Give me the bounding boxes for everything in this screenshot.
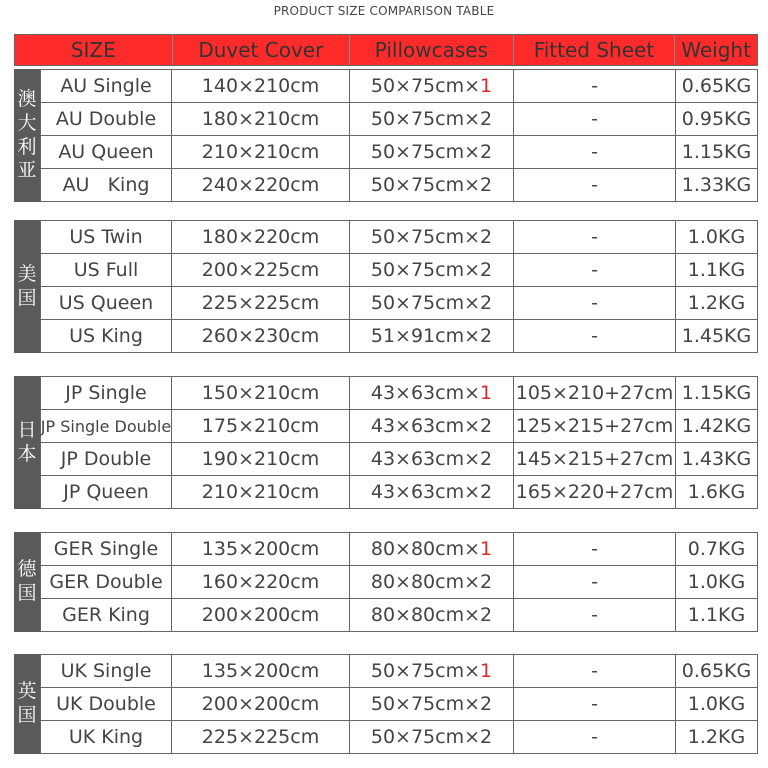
duvet-cover-cell: 210×210cm bbox=[172, 476, 350, 508]
region-rows bbox=[40, 220, 758, 353]
region-label: 美 国 bbox=[14, 220, 40, 353]
fitted-sheet-cell: 125×215+27cm bbox=[514, 410, 676, 442]
table-row bbox=[40, 688, 758, 721]
pillowcases-cell bbox=[350, 254, 514, 286]
pillowcase-size: 80×80cm× bbox=[370, 538, 481, 560]
fitted-sheet-cell: - bbox=[514, 655, 676, 687]
pillowcase-quantity: 2 bbox=[480, 226, 493, 248]
size-cell: GER Double bbox=[40, 566, 172, 598]
pillowcase-quantity: 1 bbox=[480, 382, 493, 404]
pillowcase-size: 43×63cm× bbox=[370, 415, 481, 437]
pillowcase-quantity: 2 bbox=[480, 726, 493, 748]
region-rows bbox=[40, 376, 758, 509]
duvet-cover-cell: 225×225cm bbox=[172, 287, 350, 319]
table-row bbox=[40, 320, 758, 353]
weight-cell: 1.2KG bbox=[676, 721, 758, 753]
pillowcases-cell bbox=[350, 566, 514, 598]
page-title: PRODUCT SIZE COMPARISON TABLE bbox=[273, 4, 495, 18]
table-row bbox=[40, 599, 758, 632]
table-row bbox=[40, 169, 758, 202]
pillowcases-cell bbox=[350, 410, 514, 442]
weight-cell: 1.1KG bbox=[676, 254, 758, 286]
pillowcase-size: 43×63cm× bbox=[370, 382, 481, 404]
region-label: 英 国 bbox=[14, 654, 40, 754]
region-group bbox=[14, 532, 758, 632]
table-row bbox=[40, 136, 758, 169]
duvet-cover-cell: 150×210cm bbox=[172, 377, 350, 409]
table-row bbox=[40, 410, 758, 443]
table-row bbox=[40, 476, 758, 509]
pillowcases-cell bbox=[350, 103, 514, 135]
size-cell: JP Single bbox=[40, 377, 172, 409]
weight-cell: 0.7KG bbox=[676, 533, 758, 565]
pillowcase-size: 50×75cm× bbox=[370, 693, 481, 715]
duvet-cover-cell: 175×210cm bbox=[172, 410, 350, 442]
weight-cell: 1.0KG bbox=[676, 688, 758, 720]
fitted-sheet-cell: 165×220+27cm bbox=[514, 476, 676, 508]
pillowcase-size: 50×75cm× bbox=[370, 174, 481, 196]
region-label: 日 本 bbox=[14, 376, 40, 509]
pillowcase-size: 50×75cm× bbox=[370, 141, 481, 163]
pillowcases-cell bbox=[350, 533, 514, 565]
pillowcases-cell bbox=[350, 136, 514, 168]
pillowcases-cell bbox=[350, 688, 514, 720]
header-size: SIZE bbox=[15, 35, 173, 65]
region-label: 德 国 bbox=[14, 532, 40, 632]
pillowcase-quantity: 2 bbox=[480, 292, 493, 314]
pillowcase-size: 50×75cm× bbox=[370, 726, 481, 748]
duvet-cover-cell: 210×210cm bbox=[172, 136, 350, 168]
header-fitted-sheet: Fitted Sheet bbox=[514, 35, 676, 65]
pillowcases-cell bbox=[350, 377, 514, 409]
table-row bbox=[40, 103, 758, 136]
table-row bbox=[40, 221, 758, 254]
header-duvet-cover: Duvet Cover bbox=[173, 35, 351, 65]
pillowcase-size: 50×75cm× bbox=[370, 75, 481, 97]
pillowcase-size: 50×75cm× bbox=[370, 292, 481, 314]
duvet-cover-cell: 200×200cm bbox=[172, 688, 350, 720]
size-cell: UK Double bbox=[40, 688, 172, 720]
table-row bbox=[40, 566, 758, 599]
weight-cell: 0.95KG bbox=[676, 103, 758, 135]
weight-cell: 1.0KG bbox=[676, 221, 758, 253]
table-row bbox=[40, 443, 758, 476]
fitted-sheet-cell: - bbox=[514, 533, 676, 565]
fitted-sheet-cell: - bbox=[514, 103, 676, 135]
duvet-cover-cell: 225×225cm bbox=[172, 721, 350, 753]
size-cell: AU Single bbox=[40, 70, 172, 102]
pillowcase-quantity: 2 bbox=[480, 693, 493, 715]
duvet-cover-cell: 135×200cm bbox=[172, 655, 350, 687]
pillowcases-cell bbox=[350, 476, 514, 508]
region-group bbox=[14, 376, 758, 509]
pillowcases-cell bbox=[350, 287, 514, 319]
duvet-cover-cell: 180×210cm bbox=[172, 103, 350, 135]
pillowcase-quantity: 2 bbox=[480, 481, 493, 503]
pillowcase-quantity: 2 bbox=[480, 141, 493, 163]
duvet-cover-cell: 240×220cm bbox=[172, 169, 350, 201]
fitted-sheet-cell: 105×210+27cm bbox=[514, 377, 676, 409]
pillowcase-quantity: 1 bbox=[480, 660, 493, 682]
fitted-sheet-cell: - bbox=[514, 599, 676, 631]
pillowcase-size: 50×75cm× bbox=[370, 660, 481, 682]
pillowcase-size: 50×75cm× bbox=[370, 108, 481, 130]
duvet-cover-cell: 190×210cm bbox=[172, 443, 350, 475]
region-label: 澳 大 利 亚 bbox=[14, 69, 40, 202]
table-row bbox=[40, 533, 758, 566]
region-group bbox=[14, 220, 758, 353]
duvet-cover-cell: 260×230cm bbox=[172, 320, 350, 352]
pillowcase-size: 51×91cm× bbox=[370, 325, 481, 347]
region-rows bbox=[40, 69, 758, 202]
weight-cell: 0.65KG bbox=[676, 655, 758, 687]
pillowcase-size: 50×75cm× bbox=[370, 226, 481, 248]
size-cell: US Twin bbox=[40, 221, 172, 253]
pillowcase-size: 50×75cm× bbox=[370, 259, 481, 281]
weight-cell: 1.33KG bbox=[676, 169, 758, 201]
weight-cell: 1.1KG bbox=[676, 599, 758, 631]
region-group bbox=[14, 69, 758, 202]
duvet-cover-cell: 200×200cm bbox=[172, 599, 350, 631]
size-cell: GER King bbox=[40, 599, 172, 631]
size-cell: US King bbox=[40, 320, 172, 352]
size-cell: AU Queen bbox=[40, 136, 172, 168]
duvet-cover-cell: 135×200cm bbox=[172, 533, 350, 565]
pillowcases-cell bbox=[350, 320, 514, 352]
size-cell: JP Double bbox=[40, 443, 172, 475]
pillowcase-quantity: 2 bbox=[480, 448, 493, 470]
pillowcases-cell bbox=[350, 443, 514, 475]
table-row bbox=[40, 70, 758, 103]
fitted-sheet-cell: - bbox=[514, 566, 676, 598]
header-weight: Weight bbox=[675, 35, 757, 65]
weight-cell: 1.6KG bbox=[676, 476, 758, 508]
pillowcase-quantity: 2 bbox=[480, 108, 493, 130]
pillowcases-cell bbox=[350, 70, 514, 102]
table-row bbox=[40, 287, 758, 320]
region-rows bbox=[40, 654, 758, 754]
pillowcases-cell bbox=[350, 221, 514, 253]
pillowcase-quantity: 1 bbox=[480, 538, 493, 560]
pillowcases-cell bbox=[350, 599, 514, 631]
table-header bbox=[14, 34, 758, 66]
fitted-sheet-cell: - bbox=[514, 70, 676, 102]
weight-cell: 0.65KG bbox=[676, 70, 758, 102]
weight-cell: 1.45KG bbox=[676, 320, 758, 352]
fitted-sheet-cell: - bbox=[514, 320, 676, 352]
weight-cell: 1.15KG bbox=[676, 377, 758, 409]
region-group bbox=[14, 654, 758, 754]
size-cell: JP Single Double bbox=[40, 410, 172, 442]
size-cell: GER Single bbox=[40, 533, 172, 565]
pillowcase-quantity: 2 bbox=[480, 415, 493, 437]
weight-cell: 1.15KG bbox=[676, 136, 758, 168]
table-row bbox=[40, 721, 758, 754]
fitted-sheet-cell: - bbox=[514, 221, 676, 253]
size-cell: UK King bbox=[40, 721, 172, 753]
fitted-sheet-cell: - bbox=[514, 688, 676, 720]
size-cell: AU King bbox=[40, 169, 172, 201]
size-cell: US Full bbox=[40, 254, 172, 286]
duvet-cover-cell: 160×220cm bbox=[172, 566, 350, 598]
region-rows bbox=[40, 532, 758, 632]
pillowcases-cell bbox=[350, 655, 514, 687]
size-cell: JP Queen bbox=[40, 476, 172, 508]
weight-cell: 1.0KG bbox=[676, 566, 758, 598]
fitted-sheet-cell: - bbox=[514, 287, 676, 319]
weight-cell: 1.43KG bbox=[676, 443, 758, 475]
weight-cell: 1.2KG bbox=[676, 287, 758, 319]
size-cell: AU Double bbox=[40, 103, 172, 135]
pillowcases-cell bbox=[350, 721, 514, 753]
pillowcase-quantity: 2 bbox=[480, 259, 493, 281]
header-pillowcases: Pillowcases bbox=[350, 35, 514, 65]
table-row bbox=[40, 655, 758, 688]
duvet-cover-cell: 200×225cm bbox=[172, 254, 350, 286]
pillowcases-cell bbox=[350, 169, 514, 201]
pillowcase-quantity: 2 bbox=[480, 174, 493, 196]
fitted-sheet-cell: - bbox=[514, 136, 676, 168]
table-row bbox=[40, 254, 758, 287]
size-cell: US Queen bbox=[40, 287, 172, 319]
fitted-sheet-cell: - bbox=[514, 721, 676, 753]
pillowcase-quantity: 2 bbox=[480, 571, 493, 593]
fitted-sheet-cell: - bbox=[514, 254, 676, 286]
size-cell: UK Single bbox=[40, 655, 172, 687]
pillowcase-quantity: 1 bbox=[480, 75, 493, 97]
pillowcase-size: 43×63cm× bbox=[370, 481, 481, 503]
duvet-cover-cell: 140×210cm bbox=[172, 70, 350, 102]
fitted-sheet-cell: - bbox=[514, 169, 676, 201]
pillowcase-size: 80×80cm× bbox=[370, 604, 481, 626]
duvet-cover-cell: 180×220cm bbox=[172, 221, 350, 253]
pillowcase-quantity: 2 bbox=[480, 604, 493, 626]
fitted-sheet-cell: 145×215+27cm bbox=[514, 443, 676, 475]
pillowcase-size: 43×63cm× bbox=[370, 448, 481, 470]
weight-cell: 1.42KG bbox=[676, 410, 758, 442]
pillowcase-quantity: 2 bbox=[480, 325, 493, 347]
pillowcase-size: 80×80cm× bbox=[370, 571, 481, 593]
table-row bbox=[40, 377, 758, 410]
